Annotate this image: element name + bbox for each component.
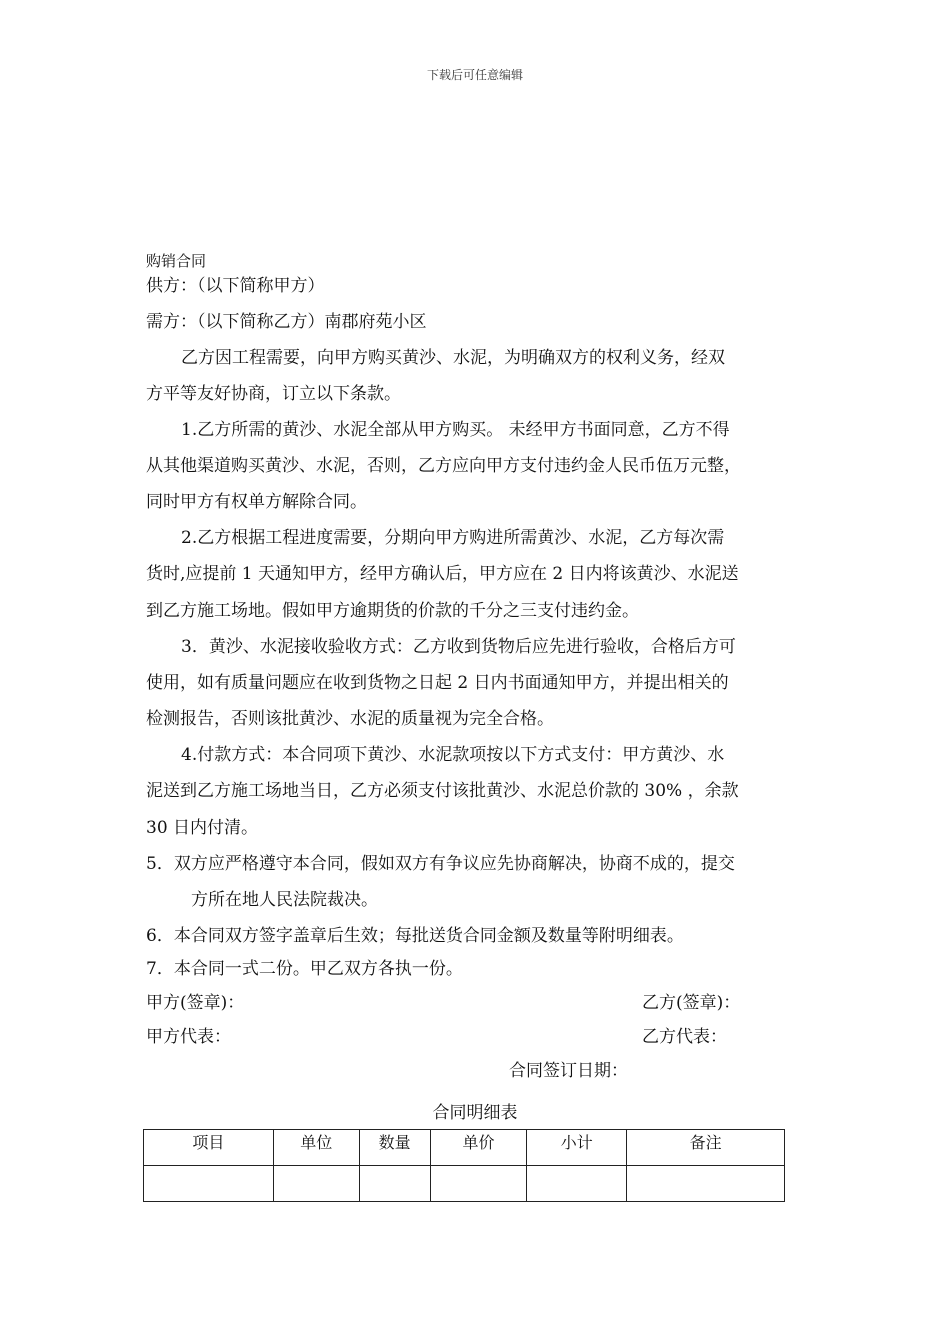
detail-table (143, 1129, 785, 1202)
header-subtotal: 小计 (527, 1130, 627, 1166)
header-item: 项目 (144, 1130, 274, 1166)
clause1-line-3: 同时甲方有权单方解除合同。 (146, 492, 367, 512)
detail-table-title: 合同明细表 (432, 1103, 518, 1123)
table-cell (273, 1166, 359, 1202)
party-b-rep-label: 乙方代表： (642, 1027, 727, 1047)
clause7-line: 7．本合同一式二份。甲乙双方各执一份。 (146, 959, 463, 979)
party-a-rep-label: 甲方代表： (146, 1027, 231, 1047)
header-remarks: 备注 (627, 1130, 785, 1166)
table-cell (527, 1166, 627, 1202)
clause2-line-1: 2.乙方根据工程进度需要，分期向甲方购进所需黄沙、水泥，乙方每次需 (181, 528, 725, 548)
detail-table-header-row (144, 1130, 785, 1166)
clause1-line-2: 从其他渠道购买黄沙、水泥，否则，乙方应向甲方支付违约金人民币伍万元整， (146, 456, 741, 476)
party-b-seal-label: 乙方(签章)： (642, 993, 741, 1013)
clause4-line-1: 4.付款方式：本合同项下黄沙、水泥款项按以下方式支付：甲方黄沙、水 (181, 745, 725, 765)
clause2-line-2: 货时,应提前 1 天通知甲方，经甲方确认后，甲方应在 2 日内将该黄沙、水泥送 (146, 564, 739, 584)
header-unit: 单位 (273, 1130, 359, 1166)
clause1-line-1: 1.乙方所需的黄沙、水泥全部从甲方购买。 未经甲方书面同意，乙方不得 (181, 420, 730, 440)
sign-date-label: 合同签订日期： (509, 1061, 628, 1081)
clause5-line-2: 方所在地人民法院裁决。 (191, 890, 378, 910)
table-row (144, 1166, 785, 1202)
intro-line-2: 方平等友好协商，订立以下条款。 (146, 384, 401, 404)
party-a-seal-label: 甲方(签章)： (146, 993, 245, 1013)
table-cell (627, 1166, 785, 1202)
header-note: 下载后可任意编辑 (426, 68, 523, 82)
table-cell (359, 1166, 430, 1202)
clause5-line-1: 5．双方应严格遵守本合同，假如双方有争议应先协商解决，协商不成的，提交 (146, 854, 735, 874)
supplier-line: 供方：（以下简称甲方） (146, 276, 325, 296)
clause4-line-3: 30 日内付清。 (146, 818, 259, 838)
table-cell (430, 1166, 527, 1202)
intro-line-1: 乙方因工程需要，向甲方购买黄沙、水泥，为明确双方的权利义务，经双 (181, 348, 725, 368)
clause3-line-3: 检测报告，否则该批黄沙、水泥的质量视为完全合格。 (146, 709, 554, 729)
document-title: 购销合同 (146, 252, 207, 270)
clause3-line-1: 3．黄沙、水泥接收验收方式：乙方收到货物后应先进行验收，合格后方可 (181, 637, 736, 657)
clause4-line-2: 泥送到乙方施工场地当日，乙方必须支付该批黄沙、水泥总价款的 30% ，余款 (146, 781, 739, 801)
clause2-line-3: 到乙方施工场地。假如甲方逾期货的价款的千分之三支付违约金。 (146, 601, 639, 621)
header-unit-price: 单价 (430, 1130, 527, 1166)
table-cell (144, 1166, 274, 1202)
buyer-line: 需方：（以下简称乙方）南郡府苑小区 (146, 312, 427, 332)
header-quantity: 数量 (359, 1130, 430, 1166)
clause6-line: 6．本合同双方签字盖章后生效；每批送货合同金额及数量等附明细表。 (146, 926, 684, 946)
clause3-line-2: 使用，如有质量问题应在收到货物之日起 2 日内书面通知甲方，并提出相关的 (146, 673, 729, 693)
